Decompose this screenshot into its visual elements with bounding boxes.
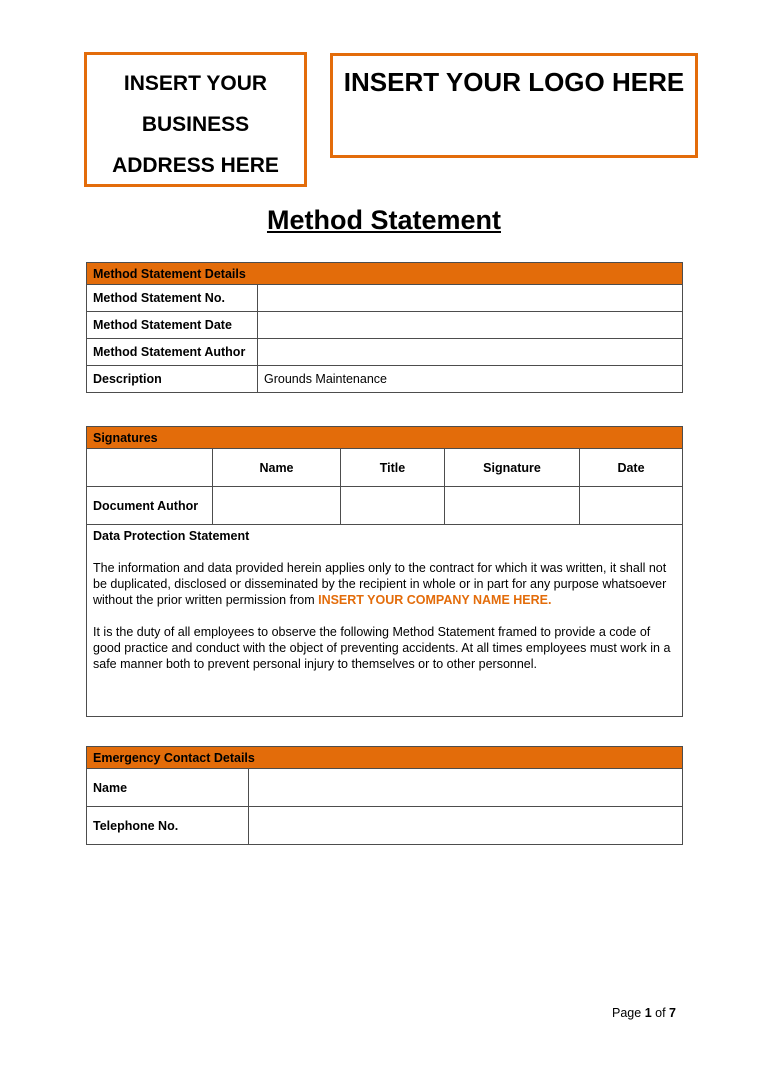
page-title: Method Statement: [266, 205, 501, 235]
author-name-cell[interactable]: [213, 487, 341, 525]
address-line: ADDRESS HERE: [112, 154, 279, 177]
table-row: [87, 339, 683, 366]
column-header: Name: [213, 449, 341, 487]
method-statement-details-table: [86, 262, 683, 393]
address-line: BUSINESS: [141, 113, 250, 136]
emergency-contact-table: [86, 746, 683, 845]
field-label: Method Statement No.: [87, 285, 258, 312]
author-date-cell[interactable]: [580, 487, 683, 525]
section-header: Method Statement Details: [87, 263, 683, 285]
field-value[interactable]: [258, 285, 683, 312]
table-row: [87, 769, 683, 807]
data-protection-paragraph: [93, 560, 676, 608]
column-header: Signature: [445, 449, 580, 487]
field-value[interactable]: [249, 769, 683, 807]
table-header-row: [87, 427, 683, 449]
section-header: Emergency Contact Details: [87, 747, 683, 769]
document-author-label: Document Author: [87, 487, 213, 525]
paragraph-text: The information and data provided herein applies only to the contract for which it was written, it shall not be duplicated, disclosed or disseminated by the recipient in whole or in part for any purpose whatsoever without the prior written permission from: [93, 561, 667, 607]
field-label: Method Statement Date: [87, 312, 258, 339]
table-row: [87, 285, 683, 312]
author-title-cell[interactable]: [341, 487, 445, 525]
page-number: [612, 1006, 676, 1020]
signatures-table: [86, 426, 683, 717]
logo-placeholder-box: [330, 53, 698, 158]
table-row: [87, 366, 683, 393]
address-line: INSERT YOUR: [123, 72, 268, 95]
field-label: Telephone No.: [87, 807, 249, 845]
table-row: [87, 312, 683, 339]
column-header-row: [87, 449, 683, 487]
field-value[interactable]: Grounds Maintenance: [258, 366, 683, 393]
data-protection-row: [87, 525, 683, 717]
field-value[interactable]: [249, 807, 683, 845]
field-label: Name: [87, 769, 249, 807]
of-word: of: [655, 1006, 666, 1020]
field-label: Description: [87, 366, 258, 393]
column-header: Date: [580, 449, 683, 487]
page-word: Page: [612, 1006, 642, 1020]
table-row: [87, 807, 683, 845]
column-header: Title: [341, 449, 445, 487]
section-header: Signatures: [87, 427, 683, 449]
logo-placeholder-text: INSERT YOUR LOGO HERE: [343, 67, 685, 97]
data-protection-statement: [87, 525, 683, 717]
duty-paragraph: It is the duty of all employees to observe the following Method Statement framed to provide a code of good practice and conduct with the object of preventing accidents. At all times employees must work in a safe manner both to prevent personal injury to themselves or to other personnel.: [93, 625, 671, 671]
table-row: [87, 487, 683, 525]
field-label: Method Statement Author: [87, 339, 258, 366]
company-name-placeholder: INSERT YOUR COMPANY NAME HERE.: [318, 593, 552, 607]
table-header-row: [87, 747, 683, 769]
current-page: 1: [644, 1006, 652, 1020]
total-pages: 7: [669, 1006, 676, 1020]
business-address-box: [84, 52, 307, 187]
table-header-row: [87, 263, 683, 285]
field-value[interactable]: [258, 312, 683, 339]
column-header: [87, 449, 213, 487]
field-value[interactable]: [258, 339, 683, 366]
author-signature-cell[interactable]: [445, 487, 580, 525]
data-protection-heading: Data Protection Statement: [93, 529, 250, 543]
